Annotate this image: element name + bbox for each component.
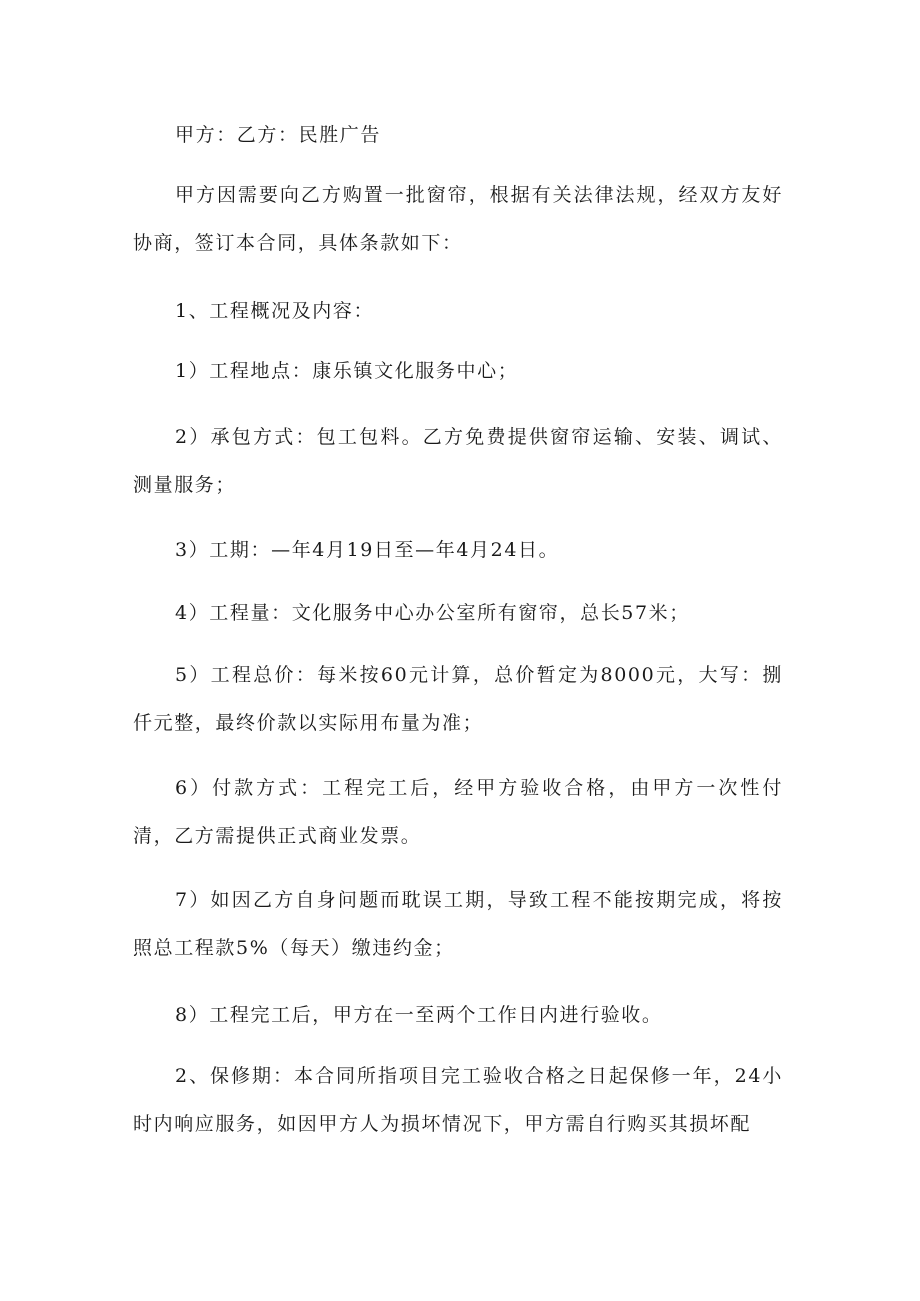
clause-6-payment: 6）付款方式：工程完工后，经甲方验收合格，由甲方一次性付清，乙方需提供正式商业发票。 (133, 777, 783, 847)
clause-5-total-price: 5）工程总价：每米按60元计算，总价暂定为8000元，大写：捌仟元整，最终价款以实际用布量为准； (133, 664, 783, 734)
clause-4-quantity: 4）工程量：文化服务中心办公室所有窗帘，总长57米； (175, 602, 690, 624)
clause-7-penalty: 7）如因乙方自身问题而耽误工期，导致工程不能按期完成，将按照总工程款5%（每天）缴违约金； (133, 889, 783, 959)
section-1-heading: 1、工程概况及内容： (175, 300, 375, 322)
clause-3-duration: 3）工期：—年4月19日至—年4月24日。 (175, 539, 560, 561)
clause-8-acceptance: 8）工程完工后，甲方在一至两个工作日内进行验收。 (175, 1004, 663, 1026)
section-2-warranty: 2、保修期：本合同所指项目完工验收合格之日起保修一年，24小时内响应服务，如因甲方人为损坏情况下，甲方需自行购买其损坏配 (133, 1065, 783, 1135)
clause-1-location: 1）工程地点：康乐镇文化服务中心； (175, 360, 519, 382)
intro-paragraph: 甲方因需要向乙方购置一批窗帘，根据有关法律法规，经双方友好协商，签订本合同，具体条款如下： (133, 184, 783, 254)
parties-line: 甲方：乙方：民胜广告 (175, 124, 382, 146)
clause-2-contract-method: 2）承包方式：包工包料。乙方免费提供窗帘运输、安装、调试、测量服务； (133, 426, 783, 496)
